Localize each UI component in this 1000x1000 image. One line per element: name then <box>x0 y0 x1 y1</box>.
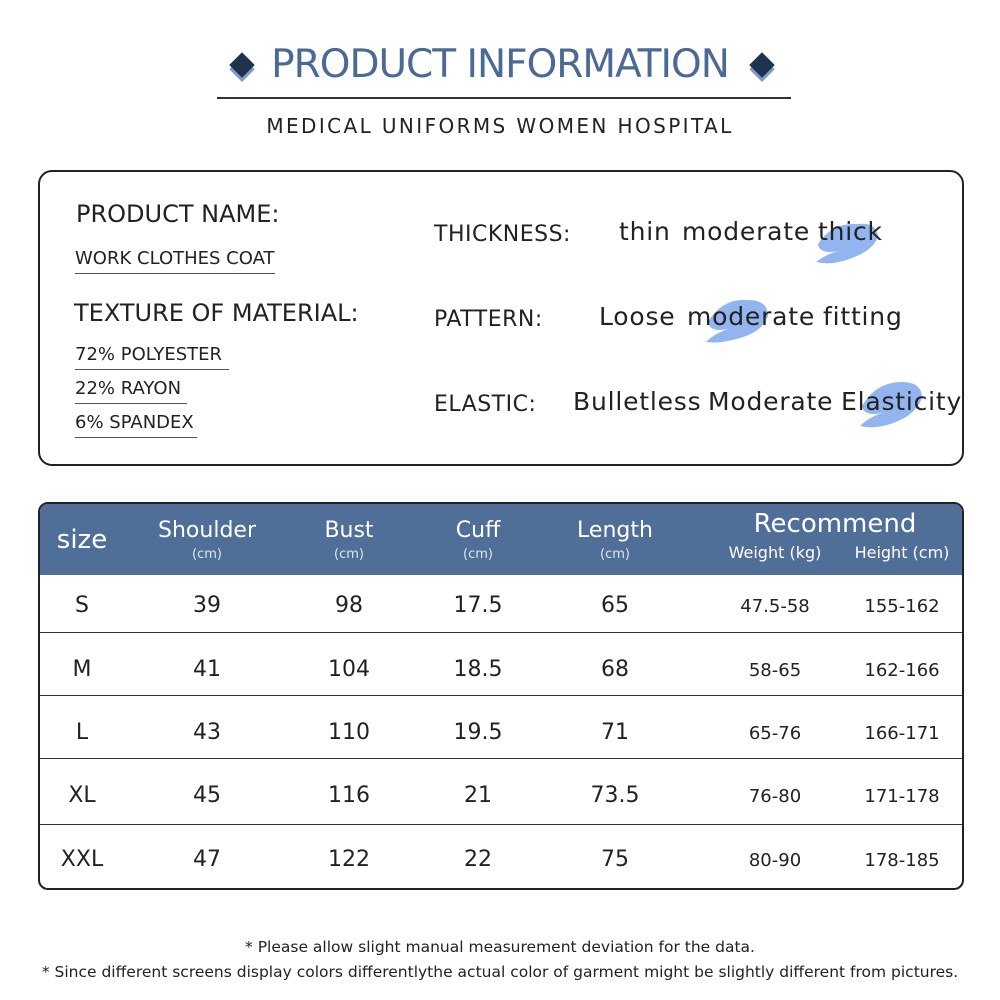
table-row <box>40 575 962 635</box>
cell-height: 166-171 <box>864 723 940 744</box>
header-shoulder: Shoulder <box>158 518 256 543</box>
cell-cuff: 19.5 <box>453 720 503 745</box>
title-divider <box>217 97 791 99</box>
header-shoulder-unit: (cm) <box>192 547 222 562</box>
thickness-label: THICKNESS: <box>434 222 571 247</box>
pattern-option-loose: Loose <box>599 302 676 331</box>
elastic-option-elasticity: Elasticity <box>841 387 963 416</box>
cell-weight: 47.5-58 <box>740 596 810 617</box>
texture-label: TEXTURE OF MATERIAL: <box>74 299 359 327</box>
cell-cuff: 18.5 <box>453 657 503 682</box>
cell-bust: 116 <box>328 783 370 808</box>
cell-cuff: 17.5 <box>453 593 503 618</box>
cell-weight: 58-65 <box>748 660 802 681</box>
cell-height: 155-162 <box>864 596 940 617</box>
color-note: * Since different screens display colors differentlythe actual color of garment might be slightly different from pictures. <box>41 963 959 981</box>
elastic-option-bulletless: Bulletless <box>573 387 702 416</box>
page-title: PRODUCT INFORMATION <box>271 42 729 87</box>
product-info-box <box>38 170 964 466</box>
cell-bust: 104 <box>328 657 370 682</box>
table-row <box>40 695 962 759</box>
cell-shoulder: 43 <box>193 720 221 745</box>
header-length-unit: (cm) <box>600 547 630 562</box>
cell-weight: 80-90 <box>748 850 802 871</box>
cell-size: XXL <box>60 847 104 872</box>
cell-size: L <box>75 720 89 745</box>
cell-length: 68 <box>601 657 629 682</box>
header-recommend: Recommend <box>753 509 917 539</box>
cell-size: XL <box>68 783 96 808</box>
cell-shoulder: 45 <box>193 783 221 808</box>
product-name-value: WORK CLOTHES COAT <box>75 248 275 274</box>
product-name-label: PRODUCT NAME: <box>76 200 280 228</box>
header-bust: Bust <box>324 518 374 543</box>
header-cuff: Cuff <box>455 518 501 543</box>
thickness-option-thick: thick <box>818 217 883 246</box>
cell-bust: 110 <box>328 720 370 745</box>
header-bust-unit: (cm) <box>334 547 364 562</box>
cell-height: 171-178 <box>864 786 940 807</box>
cell-shoulder: 47 <box>193 847 221 872</box>
material-item: 22% RAYON <box>75 378 187 404</box>
cell-weight: 76-80 <box>748 786 802 807</box>
header-size: size <box>56 525 108 555</box>
header-cuff-unit: (cm) <box>463 547 493 562</box>
title-row <box>0 40 1000 96</box>
cell-shoulder: 41 <box>193 657 221 682</box>
pattern-option-fitting: fitting <box>823 302 903 331</box>
table-header <box>40 504 962 575</box>
page-subtitle: MEDICAL UNIFORMS WOMEN HOSPITAL <box>266 114 734 138</box>
cell-bust: 98 <box>335 593 363 618</box>
cell-height: 178-185 <box>864 850 940 871</box>
pattern-label: PATTERN: <box>434 307 543 332</box>
table-row <box>40 632 962 696</box>
thickness-option-moderate: moderate <box>682 217 811 246</box>
elastic-option-moderate: Moderate <box>708 387 834 416</box>
thickness-option-thin: thin <box>619 217 671 246</box>
cell-size: M <box>72 657 92 682</box>
header-height: Height (cm) <box>854 543 950 562</box>
table-row <box>40 824 962 890</box>
cell-length: 71 <box>601 720 629 745</box>
cell-size: S <box>75 593 89 618</box>
material-item: 6% SPANDEX <box>75 412 197 438</box>
material-item: 72% POLYESTER <box>75 344 229 370</box>
cell-bust: 122 <box>328 847 370 872</box>
cell-cuff: 21 <box>464 783 492 808</box>
elastic-label: ELASTIC: <box>434 392 537 417</box>
size-table <box>38 502 964 890</box>
cell-length: 75 <box>601 847 629 872</box>
measurement-note: * Please allow slight manual measurement deviation for the data. <box>245 938 755 956</box>
pattern-option-moderate: moderate <box>687 302 816 331</box>
header-length: Length <box>577 518 653 543</box>
cell-length: 65 <box>601 593 629 618</box>
header-weight: Weight (kg) <box>728 543 822 562</box>
cell-height: 162-166 <box>864 660 940 681</box>
cell-length: 73.5 <box>590 783 640 808</box>
cell-shoulder: 39 <box>193 593 221 618</box>
table-row <box>40 758 962 824</box>
cell-weight: 65-76 <box>748 723 802 744</box>
cell-cuff: 22 <box>464 847 492 872</box>
